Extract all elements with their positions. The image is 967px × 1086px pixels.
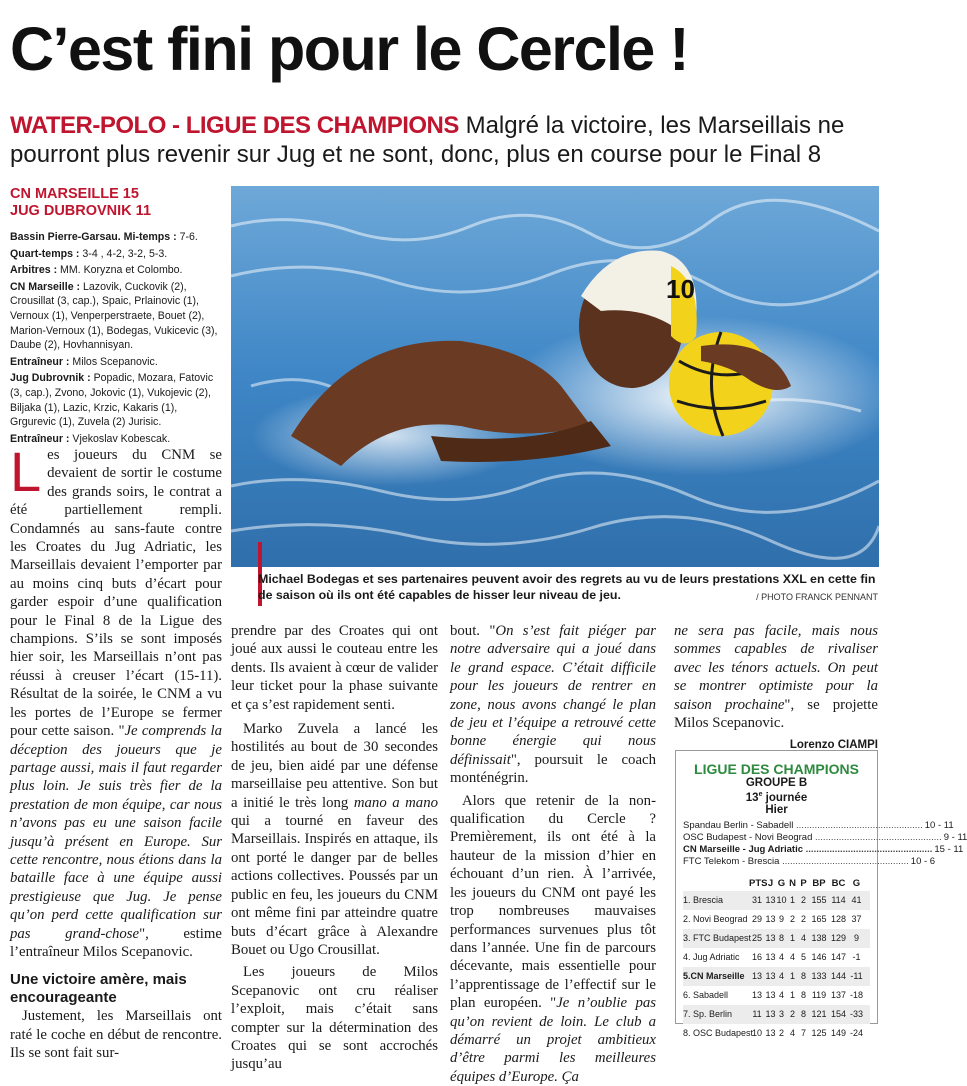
table-cell: 133 [811, 970, 827, 981]
team-name: 7. Sp. Berlin [683, 1008, 733, 1019]
table-cell: 9 [778, 913, 784, 924]
detail-label: Bassin Pierre-Garsau. Mi-temps : [10, 231, 177, 243]
standings-day: Hier [765, 803, 788, 816]
table-cell: 41 [851, 894, 862, 905]
result-match: CN Marseille - Jug Adriatic ..... [683, 844, 932, 856]
coach-quote: On s’est fait piéger par notre adversaire qui a joué dans le grand espace. C’était difficile pour les joueurs de rentrer en zone, nous avons changé le plan de jeu et l’équipe a retrouvé cette bonne énergie qui nous définissait [450, 623, 657, 768]
table-row [683, 986, 870, 1005]
table-cell: 8 [800, 989, 806, 1000]
paragraph: bout. " [450, 623, 496, 639]
match-detail-line [10, 263, 222, 278]
table-cell: 2 [778, 1027, 784, 1038]
coach-quote: Je comprends la déception des joueurs que je partage aussi, mais il faut regarder plus loin. Je suis très fier de la prestation de mon équipe, car nous n’avons pas eu une saison facile jusqu’à présent en Europe. Sur cette rencontre, nous étions dans la bataille face à une équipe aussi prestigieuse que Jug. Je pense qu’on perd cette qualification sur pas grand-chose [10, 723, 222, 942]
table-header-cell: G [852, 877, 861, 889]
team-name: 5.CN Marseille [683, 970, 745, 981]
table-row [683, 1024, 870, 1043]
match-detail-line [10, 247, 222, 262]
table-row [683, 1005, 870, 1024]
table-cell: 129 [830, 932, 847, 943]
table-row [683, 929, 870, 948]
table-cell: 11 [752, 1008, 762, 1019]
article-column-1 [10, 440, 222, 1063]
table-cell: -18 [849, 989, 863, 1000]
table-cell: 25 [751, 932, 762, 943]
score-team1: CN MARSEILLE 15 [10, 186, 139, 202]
table-cell: 1 [789, 932, 795, 943]
table-cell: 8 [778, 932, 784, 943]
table-cell: 4 [789, 951, 795, 962]
table-cell: 13 [765, 932, 776, 943]
table-header [683, 876, 870, 891]
detail-label: Arbitres : [10, 264, 58, 277]
table-cell: 114 [831, 894, 846, 905]
table-cell: 13 [751, 970, 762, 981]
deck [10, 111, 890, 169]
photo-caption: Michael Bodegas et ses partenaires peuvent avoir des regrets au vu de leurs prestations XXL en cette fin de saison où ils ont été capables de hisser leur niveau de jeu. [258, 572, 876, 602]
match-box [10, 186, 222, 446]
table-row [683, 967, 870, 986]
table-header-cell: P [800, 877, 807, 889]
result-row [683, 844, 964, 856]
table-cell: 13 [751, 989, 762, 1000]
table-cell: 4 [778, 951, 784, 962]
table-cell: 4 [778, 989, 784, 1000]
team-name: 2. Novi Beograd [683, 913, 748, 924]
quote-attribution: ", estime l’entraîneur Milos Scepanovic. [10, 925, 222, 960]
table-cell: 13 [765, 951, 776, 962]
detail-text: Milos Scepanovic. [69, 355, 158, 368]
match-detail-line [10, 371, 222, 429]
table-cell: 1 [789, 970, 795, 981]
table-cell: 8 [800, 1008, 806, 1019]
table-header-cell: J [767, 877, 774, 889]
team-name: 1. Brescia [683, 894, 724, 905]
table-cell: 1 [789, 894, 795, 905]
detail-text: 7-6. [176, 231, 198, 243]
match-detail-line [10, 355, 222, 370]
table-cell: 13 [765, 894, 776, 905]
result-score: 15 - 11 [934, 844, 964, 856]
paragraph: Alors que retenir de la non-qualification du Cercle ? Premièrement, ils ont été à la hauteur de la mission d’hier en échouant d’un rien. À l’arrivée, les joueurs du CNM ont payé les trop nombreuses mauvaises performances survenues plus tôt dans l’année. Une fin de parcours décevante, mais essentielle pour l’apprentissage de l’effectif sur le plan européen. " [450, 792, 656, 1012]
standings-box [675, 750, 967, 1038]
table-cell: 4 [789, 1027, 795, 1038]
table-cell: 137 [830, 989, 847, 1000]
table-cell: 8 [800, 970, 806, 981]
paragraph: Les joueurs de Milos Scepanovic ont cru réaliser l’exploit, mais c’était sans compter sur la détermination des Croates qui se sont accrochés jusqu’au [231, 964, 438, 1073]
byline: Lorenzo CIAMPI [789, 739, 878, 752]
drop-cap: L [10, 440, 42, 503]
deck-kicker: WATER-POLO - LIGUE DES CHAMPIONS [10, 112, 459, 139]
table-cell: 4 [778, 970, 784, 981]
paragraph: Marko Zuvela a lancé les hostilités au bout de 30 secondes de jeu, bien aidé par une défense marseillaise peu attentive. Son but a initié le très long [231, 721, 438, 811]
table-cell: 2 [800, 894, 806, 905]
table-cell: 7 [800, 1027, 806, 1038]
match-details [10, 230, 222, 446]
standings-title: LIGUE DES CHAMPIONS [694, 761, 859, 777]
table-cell: 3 [778, 1008, 784, 1019]
table-cell: 155 [811, 894, 827, 905]
detail-label: Jug Dubrovnik : [10, 372, 91, 385]
match-detail-line [10, 432, 222, 447]
article-column-4 [674, 622, 878, 755]
score-team2: JUG DUBROVNIK 11 [10, 203, 152, 219]
standings-group: GROUPE B [745, 777, 808, 789]
table-cell: 128 [830, 913, 847, 924]
table-cell: 121 [811, 1008, 827, 1019]
table-row [683, 948, 870, 967]
match-photo [231, 186, 879, 567]
table-cell: 5 [800, 951, 806, 962]
match-detail-line [10, 280, 222, 353]
table-cell: 16 [751, 951, 762, 962]
result-row [683, 819, 954, 832]
table-cell: 149 [830, 1027, 847, 1038]
headline: C’est fini pour le Cercle ! [10, 15, 689, 83]
emphasis: mano a mano [353, 794, 439, 811]
result-score: 9 - 11 [943, 832, 967, 844]
coach-quote: Je n’oublie pas qu’on revient de loin. Le club a démarré un projet ambitieux d’être parmi les meilleures équipes d’Europe. Ça [450, 995, 656, 1085]
table-cell: 13 [765, 913, 776, 924]
article-column-3 [450, 622, 656, 1086]
paragraph: prendre par des Croates qui ont joué aux aussi le couteau entre les dents. Ils avaient à cœur de valider leur ticket pour la phase suivante et ça s’est rapidement senti. [231, 623, 438, 713]
table-cell: 144 [830, 970, 847, 981]
article-column-2 [231, 622, 438, 1074]
table-header-cell: BP [812, 877, 826, 889]
table-cell: 154 [830, 1008, 847, 1019]
header-team [683, 878, 749, 889]
table-cell: 13 [765, 1008, 776, 1019]
standings-table [683, 876, 870, 1043]
table-cell: 31 [751, 894, 762, 905]
table-cell: -1 [852, 951, 861, 962]
detail-label: CN Marseille : [10, 280, 81, 293]
detail-label: Quart-temps : [10, 247, 80, 260]
table-cell: 10 [776, 894, 787, 905]
table-cell: 13 [765, 989, 776, 1000]
table-cell: 10 [751, 1027, 762, 1038]
table-row [683, 891, 870, 910]
team-name: 3. FTC Budapest [683, 932, 752, 943]
photo-credit: / PHOTO FRANCK PENNANT [756, 592, 878, 602]
water-polo-player-image [231, 186, 879, 567]
team-name: 4. Jug Adriatic [683, 951, 740, 962]
team-name: 6. Sabadell [683, 989, 729, 1000]
result-match: Spandau Berlin - Sabadell ..... [683, 820, 923, 832]
table-header-cell: BC [831, 877, 846, 889]
match-detail-line [10, 230, 222, 245]
table-cell: 138 [811, 932, 827, 943]
subheading: Une victoire amère, mais encourageante [10, 971, 187, 1007]
table-cell: 2 [789, 1008, 795, 1019]
result-match: OSC Budapest - Novi Beograd ..... [683, 832, 942, 844]
table-cell: 165 [811, 913, 827, 924]
table-header-cell: PTS [749, 877, 768, 889]
table-cell: 29 [751, 913, 762, 924]
table-cell: 37 [851, 913, 862, 924]
table-cell: -11 [850, 970, 863, 981]
table-cell: 147 [830, 951, 847, 962]
coach-quote: ne sera pas facile, mais nous sommes capables de rivaliser avec les ténors actuels. On peut se montrer optimiste pour la saison prochaine [674, 623, 878, 713]
detail-label: Entraîneur : [10, 355, 70, 368]
table-cell: 9 [853, 932, 859, 943]
table-header-cell: N [789, 877, 796, 889]
standings-round: 13e journée [745, 791, 808, 804]
result-match: FTC Telekom - Brescia ..... [683, 856, 909, 868]
table-header-cell: G [777, 877, 786, 889]
table-cell: -33 [849, 1008, 863, 1019]
table-row [683, 910, 870, 929]
cap-number: 10 [666, 274, 695, 304]
detail-text: Popadic, Mozara, Fatovic (3, cap.), Zvono, Jokovic (1), Vukojevic (2), Biljaka (1), Lazic, Krzic, Kakaris (1), Grgurevic (1), Zuvela (2) Jurisic. [10, 372, 214, 429]
detail-text: Lazovik, Cuckovik (2), Crousillat (3, cap.), Spaic, Prlainovic (1), Vernoux (1), Venperperstraete, Bouet (2), Marion-Vernoux (1), Bodegas, Vukicevic (3), Daube (2), Hovhannisyan. [10, 280, 218, 352]
team-name: 8. OSC Budapest [683, 1027, 754, 1038]
detail-label: Entraîneur : [10, 432, 70, 445]
detail-text: Vjekoslav Kobescak. [69, 432, 171, 445]
quote-attribution: ", se projette Milos Scepanovic. [674, 696, 878, 732]
result-row [683, 856, 936, 868]
table-cell: 119 [811, 989, 827, 1000]
result-score: 10 - 11 [924, 819, 954, 831]
table-cell: 1 [789, 989, 795, 1000]
paragraph: qui a tourné en faveur des Marseillais. Inspirés en attaque, ils ont porté le danger par de belles actions collectives. Poussés par un public en feu, les joueurs du CNM ont même fini par atteindre quatre buts d’écart grâce à Alexandre Bouet ou Ugo Crousillat. [231, 813, 438, 958]
detail-text: 3-4 , 4-2, 3-2, 5-3. [79, 247, 168, 260]
detail-text: MM. Koryzna et Colombo. [57, 264, 183, 277]
result-score: 10 - 6 [910, 856, 936, 868]
deck-text: Malgré la victoire, les Marseillais ne pourront plus revenir sur Jug et ne sont, donc, plus en course pour le Final 8 [10, 112, 845, 168]
lead-text: es joueurs du CNM se devaient de sortir le costume des grands soirs, le contrat a été partiellement rempli. Condamnés au sans-faute contre les Croates du Jug Adriatic, les Marseillais devaient l’emporter par au moins cinq buts d’écart pour garder espoir d’une qualification pour le Final 8 de la Ligue des champions. S’ils se sont imposés hier soir, les Marseillais n’ont pas réussi à creuser l’écart (15-11). Résultat de la soirée, le CNM a vu les portes de l’Europe se fermer pour cette saison. " [10, 447, 222, 740]
table-cell: 2 [800, 913, 806, 924]
quote-attribution: ", poursuit le coach monténégrin. [450, 751, 656, 787]
table-cell: 125 [811, 1027, 827, 1038]
table-cell: 13 [765, 970, 776, 981]
paragraph: Justement, les Marseillais ont raté le coche en début de rencontre. Ils se sont fait sur- [10, 1008, 222, 1062]
table-cell: 13 [765, 1027, 776, 1038]
table-cell: 146 [811, 951, 827, 962]
table-cell: 2 [789, 913, 795, 924]
table-cell: -24 [849, 1027, 863, 1038]
table-cell: 4 [800, 932, 806, 943]
results-list [683, 819, 967, 869]
result-row [683, 832, 967, 844]
